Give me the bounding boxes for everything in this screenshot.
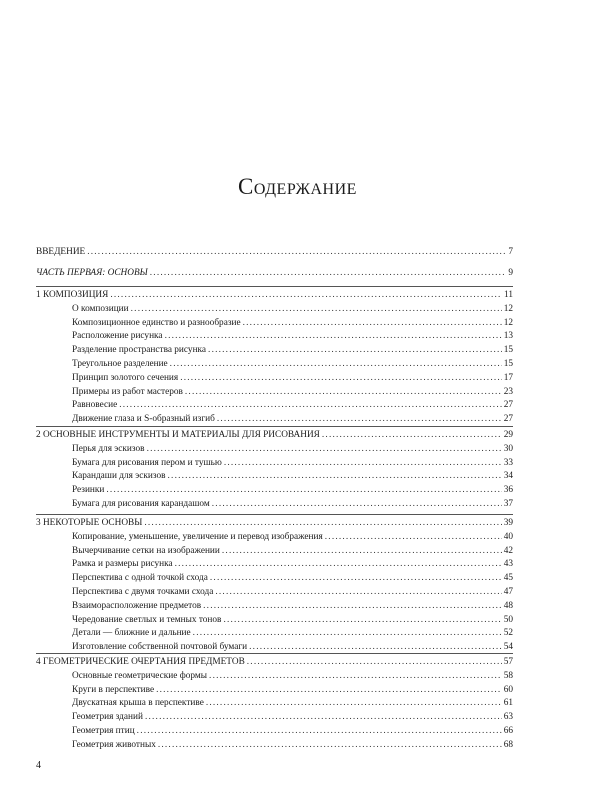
toc-entry-title: Резинки <box>72 485 105 496</box>
toc-entry[interactable] <box>36 558 513 572</box>
toc-entry-page: 17 <box>503 372 513 383</box>
toc-section-heading[interactable] <box>36 289 513 303</box>
toc-entry-page: 15 <box>503 345 513 356</box>
toc-entry-title: Двускатная крыша в перспективе <box>72 698 204 709</box>
toc-entry[interactable] <box>36 739 513 753</box>
toc-entry-title: Взаиморасположение предметов <box>72 600 202 611</box>
toc-entry-title: 2 ОСНОВНЫЕ ИНСТРУМЕНТЫ И МАТЕРИАЛЫ ДЛЯ РИСОВАНИЯ <box>36 430 320 440</box>
toc-entry-title: Детали — ближние и дальние <box>72 628 191 639</box>
toc-entry-page: 13 <box>503 331 513 342</box>
toc-entry-intro[interactable] <box>36 246 513 260</box>
toc-entry-page: 29 <box>503 430 513 440</box>
toc-entry-title: Принцип золотого сечения <box>72 372 179 383</box>
section-divider <box>36 514 513 515</box>
toc-section-2 <box>36 429 513 512</box>
toc-entry[interactable] <box>36 614 513 628</box>
toc-entry-title: Примеры из работ мастеров <box>72 386 183 397</box>
toc-entry-title: Вычерчивание сетки на изображении <box>72 545 220 556</box>
toc-entry-page: 52 <box>503 628 513 639</box>
toc-leader-dots <box>208 344 502 358</box>
toc-leader-dots <box>322 429 502 443</box>
toc-leader-dots <box>193 627 502 641</box>
toc-entry[interactable] <box>36 627 513 641</box>
toc-entry-page: 36 <box>503 485 513 496</box>
toc-entry-page: 40 <box>503 531 513 542</box>
section-divider <box>36 426 513 427</box>
toc-leader-dots <box>212 498 502 512</box>
toc-entry-title: ВВЕДЕНИЕ <box>36 247 86 257</box>
toc-leader-dots <box>170 358 502 372</box>
toc-entry-title: Круги в перспективе <box>72 684 155 695</box>
toc-entry-part-one[interactable] <box>36 267 513 281</box>
toc-entry-page: 42 <box>503 545 513 556</box>
toc-entry-title: 4 ГЕОМЕТРИЧЕСКИЕ ОЧЕРТАНИЯ ПРЕДМЕТОВ <box>36 657 245 667</box>
toc-leader-dots <box>87 246 506 260</box>
toc-entry[interactable] <box>36 484 513 498</box>
section-divider <box>36 286 513 287</box>
toc-entry[interactable] <box>36 545 513 559</box>
toc-entry-page: 50 <box>503 614 513 625</box>
toc-entry-title: Расположение рисунка <box>72 331 163 342</box>
toc-entry-page: 11 <box>504 290 513 300</box>
toc-entry[interactable] <box>36 399 513 413</box>
toc-leader-dots <box>217 413 502 427</box>
toc-entry-page: 47 <box>503 586 513 597</box>
toc-entry[interactable] <box>36 498 513 512</box>
toc-entry-page: 23 <box>503 386 513 397</box>
toc-entry[interactable] <box>36 586 513 600</box>
toc-entry[interactable] <box>36 372 513 386</box>
toc-entry-title: Чередование светлых и темных тонов <box>72 614 222 625</box>
toc-entry-title: Композиционное единство и разнообразие <box>72 317 241 328</box>
toc-entry-title: Перспектива с двумя точками схода <box>72 586 214 597</box>
toc-entry-title: Бумага для рисования карандашом <box>72 498 210 509</box>
toc-entry[interactable] <box>36 697 513 711</box>
toc-section-1 <box>36 289 513 427</box>
toc-entry[interactable] <box>36 303 513 317</box>
toc-entry-page: 30 <box>503 443 513 454</box>
toc-entry-page: 68 <box>503 739 513 750</box>
toc-entry-page: 45 <box>503 573 513 584</box>
toc-leader-dots <box>158 739 502 753</box>
toc-entry-page: 12 <box>503 317 513 328</box>
toc-entry-title: ЧАСТЬ ПЕРВАЯ: ОСНОВЫ <box>36 268 148 278</box>
toc-leader-dots <box>180 372 502 386</box>
toc-entry[interactable] <box>36 386 513 400</box>
toc-entry-page: 12 <box>503 303 513 314</box>
section-divider <box>36 653 513 654</box>
toc-entry-title: Изготовление собственной почтовой бумаги <box>72 642 248 653</box>
toc-entry-page: 27 <box>503 400 513 411</box>
page-number: 4 <box>36 760 41 771</box>
toc-entry-page: 58 <box>503 670 513 681</box>
toc-entry-title: Рамка и размеры рисунка <box>72 559 173 570</box>
toc-leader-dots <box>168 470 502 484</box>
toc-leader-dots <box>222 545 502 559</box>
toc-leader-dots <box>210 572 502 586</box>
toc-entry-title: Карандаши для эскизов <box>72 471 166 482</box>
toc-leader-dots <box>247 656 502 670</box>
toc-entry[interactable] <box>36 457 513 471</box>
toc-entry-page: 54 <box>503 642 513 653</box>
toc-entry-title: 3 НЕКОТОРЫЕ ОСНОВЫ <box>36 518 143 528</box>
toc-entry-title: Копирование, уменьшение, увеличение и перевод изображения <box>72 531 323 542</box>
toc-entry[interactable] <box>36 572 513 586</box>
toc-entry-title: Геометрия животных <box>72 739 156 750</box>
toc-entry-title: Бумага для рисования пером и тушью <box>72 457 222 468</box>
toc-entry-page: 9 <box>508 268 513 278</box>
toc-leader-dots <box>131 303 502 317</box>
toc-section-heading[interactable] <box>36 656 513 670</box>
toc-leader-dots <box>206 697 502 711</box>
toc-leader-dots <box>165 330 502 344</box>
toc-entry-page: 61 <box>503 698 513 709</box>
toc-entry[interactable] <box>36 711 513 725</box>
toc-leader-dots <box>224 457 502 471</box>
toc-intro <box>36 246 513 260</box>
toc-leader-dots <box>145 711 502 725</box>
toc-leader-dots <box>144 517 501 531</box>
toc-section-heading[interactable] <box>36 517 513 531</box>
toc-entry[interactable] <box>36 670 513 684</box>
toc-entry-title: Равновесие <box>72 400 118 411</box>
toc-entry-page: 33 <box>503 457 513 468</box>
toc-entry[interactable] <box>36 344 513 358</box>
toc-leader-dots <box>110 289 502 303</box>
toc-leader-dots <box>150 267 507 281</box>
toc-entry-page: 27 <box>503 414 513 425</box>
toc-entry-page: 48 <box>503 600 513 611</box>
toc-leader-dots <box>156 684 502 698</box>
toc-entry-page: 34 <box>503 471 513 482</box>
toc-entry-page: 15 <box>503 358 513 369</box>
toc-entry[interactable] <box>36 358 513 372</box>
toc-entry[interactable] <box>36 443 513 457</box>
toc-section-4 <box>36 656 513 753</box>
toc-entry-page: 39 <box>503 518 513 528</box>
toc-leader-dots <box>137 725 502 739</box>
toc-leader-dots <box>325 531 502 545</box>
toc-entry-title: Перспектива с одной точкой схода <box>72 573 208 584</box>
toc-entry-title: О композиции <box>72 303 129 314</box>
toc-entry-page: 43 <box>503 559 513 570</box>
toc-entry-page: 7 <box>508 247 513 257</box>
toc-part-one <box>36 267 513 281</box>
toc-entry-page: 66 <box>503 725 513 736</box>
toc-entry-title: 1 КОМПОЗИЦИЯ <box>36 290 109 300</box>
toc-entry[interactable] <box>36 684 513 698</box>
toc-leader-dots <box>215 586 501 600</box>
toc-entry[interactable] <box>36 470 513 484</box>
toc-entry-page: 57 <box>503 657 513 667</box>
toc-entry-page: 63 <box>503 712 513 723</box>
toc-entry-title: Перья для эскизов <box>72 443 145 454</box>
toc-section-heading[interactable] <box>36 429 513 443</box>
toc-entry[interactable] <box>36 725 513 739</box>
toc-entry-page: 60 <box>503 684 513 695</box>
toc-entry[interactable] <box>36 317 513 331</box>
toc-leader-dots <box>203 600 502 614</box>
toc-leader-dots <box>223 614 501 628</box>
toc-leader-dots <box>243 317 502 331</box>
toc-entry-title: Треугольное разделение <box>72 358 168 369</box>
toc-entry[interactable] <box>36 531 513 545</box>
toc-entry[interactable] <box>36 600 513 614</box>
toc-entry-title: Геометрия зданий <box>72 712 143 723</box>
toc-leader-dots <box>106 484 501 498</box>
toc-leader-dots <box>175 558 502 572</box>
toc-leader-dots <box>185 386 502 400</box>
toc-entry[interactable] <box>36 413 513 427</box>
toc-leader-dots <box>119 399 501 413</box>
toc-entry[interactable] <box>36 330 513 344</box>
toc-entry-title: Разделение пространства рисунка <box>72 345 207 356</box>
page-title: Содержание <box>238 174 357 199</box>
toc-entry-title: Основные геометрические формы <box>72 670 208 681</box>
toc-section-3 <box>36 517 513 655</box>
toc-entry-title: Геометрия птиц <box>72 725 135 736</box>
toc-entry-title: Движение глаза и S-образный изгиб <box>72 414 215 425</box>
toc-entry-page: 37 <box>503 498 513 509</box>
toc-leader-dots <box>209 670 502 684</box>
toc-leader-dots <box>147 443 502 457</box>
